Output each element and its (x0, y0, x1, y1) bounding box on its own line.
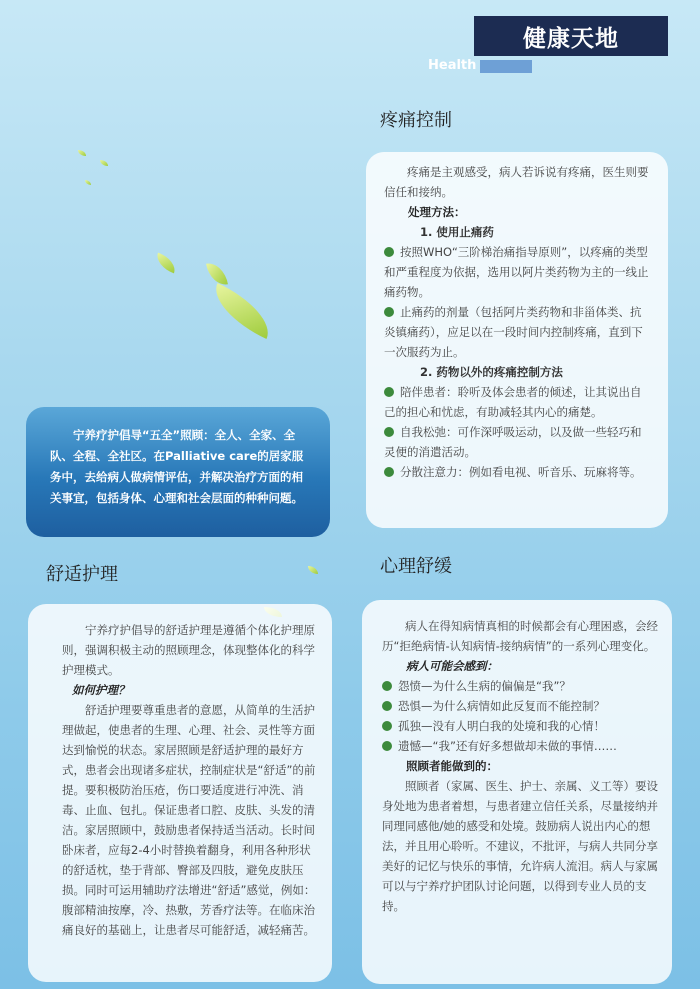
pain-panel (366, 152, 668, 528)
psych-intro: 病人在得知病情真相的时候都会有心理困惑，会经历“拒绝病情-认知病情-接纳病情”的一系列心理变化。 (382, 619, 658, 653)
list-item: 止痛药的剂量（包括阿片类药物和非甾体类、抗炎镇痛药），应足以在一段时间内控制疼痛，直到下一次服药为止。 (384, 305, 643, 359)
list-item: 陪伴患者：聆听及体会患者的倾述，让其说出自己的担心和忧虑，有助减轻其内心的痛楚。 (384, 385, 642, 419)
leaf-decoration (153, 253, 178, 274)
section-title: 健康天地 (523, 25, 619, 52)
bullet-icon (384, 427, 394, 437)
method-2-heading: 2. 药物以外的疼痛控制方法 (420, 365, 563, 379)
bullet-icon (382, 741, 392, 751)
bullet-icon (384, 247, 394, 257)
list-item: 分散注意力：例如看电视、听音乐、玩麻将等。 (384, 462, 652, 482)
bullet-icon (384, 467, 394, 477)
feel-label: 病人可能会感到： (406, 659, 498, 673)
bullet-icon (382, 681, 392, 691)
list-item: 遗憾—“我”还有好多想做却未做的事情…… (382, 736, 658, 756)
list-item: 恐惧—为什么病情如此反复而不能控制？ (382, 696, 658, 716)
bullet-icon (384, 307, 394, 317)
psych-panel (362, 600, 672, 984)
care-body: 照顾者（家属、医生、护士、亲属、义工等）要设身处地为患者着想，与患者建立信任关系，尽量接纳并同理同感他/她的感受和处境。鼓励病人说出内心的想法，并且用心聆听。不建议，不批评，与病人共同分享美好的记忆与快乐的事情，允许病人流泪。病人与家属可以与宁养疗护团队讨论问题，以得到专业人员的支持。 (382, 779, 658, 913)
leaf-decoration (308, 566, 318, 574)
psych-title: 心理舒缓 (380, 556, 452, 577)
section-subtitle: Health (428, 58, 477, 73)
pain-intro: 疼痛是主观感受，病人若诉说有疼痛，医生则要信任和接纳。 (384, 165, 649, 199)
pain-title: 疼痛控制 (380, 110, 452, 131)
comfort-body: 舒适护理要尊重患者的意愿，从简单的生活护理做起，使患者的生理、心理、社会、灵性等方面达到愉悦的状态。家居照顾是舒适护理的最好方式，患者会出现诸多症状，控制症状是“舒适”的前提。要积极防治压疮，伤口要适度进行冲洗、消毒、止血、包扎。保证患者口腔、皮肤、头发的清洁。家居照顾中，鼓励患者保持适当活动。长时间卧床者，应每2-4小时替换着翻身，利用各种形状的舒适枕，垫于背部、臀部及四肢，避免皮肤压损。同时可运用辅助疗法增进“舒适”感觉，例如：腹部精油按摩，冷、热敷，芳香疗法等。在临床治痛良好的基础上，让患者尽可能舒适，减轻痛苦。 (62, 703, 316, 937)
leaf-decoration (85, 180, 91, 185)
how-label: 如何护理？ (72, 683, 130, 697)
five-all-callout (26, 407, 330, 537)
list-item: 自我松弛：可作深呼吸运动，以及做一些轻巧和灵便的消遣活动。 (384, 425, 642, 459)
bullet-icon (382, 721, 392, 731)
list-item: 怨愤—为什么生病的偏偏是“我”？ (382, 676, 658, 696)
bullet-icon (384, 387, 394, 397)
leaf-decoration (100, 160, 108, 166)
bullet-icon (382, 701, 392, 711)
care-label: 照顾者能做到的： (406, 759, 498, 773)
method-1-heading: 1. 使用止痛药 (420, 225, 494, 239)
list-item: 孤独—没有人明白我的处境和我的心情！ (382, 716, 658, 736)
comfort-intro: 宁养疗护倡导的舒适护理是遵循个体化护理原则，强调积极主动的照顾理念，体现整体化的科学护理模式。 (62, 623, 315, 677)
subtitle-bar (480, 60, 532, 73)
comfort-title: 舒适护理 (46, 564, 118, 585)
list-item: 按照WHO“三阶梯治痛指导原则”，以疼痛的类型和严重程度为依据，选用以阿片类药物为主的一线止痛药物。 (384, 245, 649, 299)
methods-label: 处理方法： (408, 205, 466, 219)
callout-text: 宁养疗护倡导“五全”照顾：全人、全家、全队、全程、全社区。在Palliative care的居家服务中，去给病人做病情评估，并解决治疗方面的相关事宜，包括身体、心理和社会层面的种种问题。 (50, 428, 304, 505)
leaf-decoration (78, 150, 86, 156)
section-header (474, 16, 668, 56)
comfort-panel (28, 604, 332, 982)
leaf-decoration (205, 283, 279, 339)
